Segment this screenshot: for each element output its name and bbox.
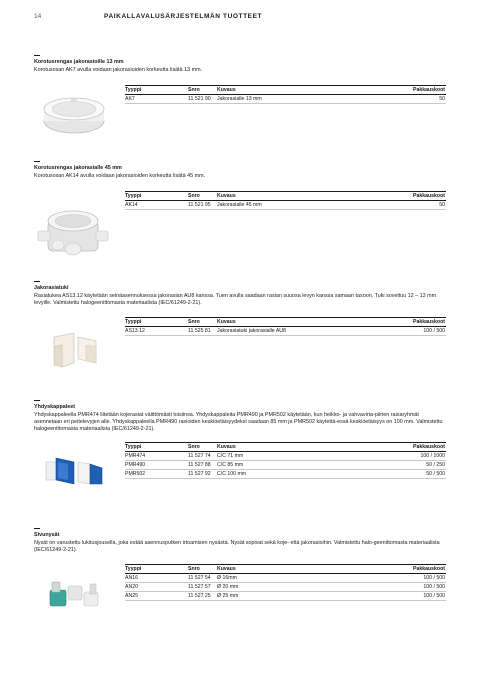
col-description: Kuvaus <box>217 86 367 95</box>
box-support-icon <box>34 327 114 378</box>
cell-sno: 11 527 74 <box>188 452 217 461</box>
cell-pack: 50 <box>367 95 446 104</box>
junction-box-icon <box>34 201 114 264</box>
col-description: Kuvaus <box>217 565 367 574</box>
col-sno: Snro <box>188 565 217 574</box>
cell-type: AK7 <box>125 95 188 104</box>
section-marker <box>34 281 40 282</box>
col-type: Tyyppi <box>125 86 188 95</box>
cell-description: Ø 20 mm <box>217 583 367 592</box>
cell-sno: 11 527 25 <box>188 592 217 601</box>
col-type: Tyyppi <box>125 565 188 574</box>
col-pack: Pakkauskoot <box>367 192 446 201</box>
cell-description: Jakorasialle 13 mm <box>217 95 367 104</box>
connector-pieces-icon <box>34 454 114 495</box>
col-pack: Pakkauskoot <box>367 443 446 452</box>
product-table <box>125 564 446 601</box>
cell-description: Jakorasialle 45 mm <box>217 201 367 210</box>
col-description: Kuvaus <box>217 318 367 327</box>
page-title: PAIKALLAVALUSÄRJESTELMÄN TUOTTEET <box>104 13 263 20</box>
section-marker <box>34 400 40 401</box>
col-pack: Pakkauskoot <box>367 86 446 95</box>
cell-pack: 100 / 500 <box>367 327 446 336</box>
section-ak7 <box>34 55 446 74</box>
cell-type: AN20 <box>125 583 188 592</box>
product-table <box>125 85 446 104</box>
cell-sno: 11 521 95 <box>188 201 217 210</box>
cell-description: Jakorasiatuki jakorasialle AU8 <box>217 327 367 336</box>
cell-pack: 50 <box>367 201 446 210</box>
table-row <box>125 592 446 601</box>
cell-sno: 11 527 92 <box>188 470 217 479</box>
side-nipple-icon <box>34 576 114 621</box>
cell-sno: 11 525 81 <box>188 327 217 336</box>
cell-type: AS13.12 <box>125 327 188 336</box>
cell-pack: 50 / 250 <box>367 461 446 470</box>
section-description: Nysät on varustettu lukitusjousella, joka estää asennusputken irtoamisen nysästä. Nysät sopivat sekä koje- että jakorasioihin. Valmistettu halo-geenittomasta materiaalista (IEC/61249-2-21). <box>34 539 440 553</box>
cell-pack: 100 / 1000 <box>367 452 446 461</box>
section-title: Sivunysät <box>34 532 60 538</box>
section-as13 <box>34 281 446 307</box>
section-title: Korotusrengas jakorasioille 13 mm <box>34 59 124 65</box>
cell-pack: 100 / 500 <box>367 592 446 601</box>
col-description: Kuvaus <box>217 443 367 452</box>
section-ak14 <box>34 161 446 180</box>
table-row <box>125 574 446 583</box>
section-title: Jakorasiatuki <box>34 285 69 291</box>
section-title: Korotusrengas jakorasialle 45 mm <box>34 165 122 171</box>
cell-description: C/C 71 mm <box>217 452 367 461</box>
section-marker <box>34 55 40 56</box>
product-table <box>125 317 446 336</box>
section-pmr <box>34 400 446 434</box>
cell-sno: 11 521 90 <box>188 95 217 104</box>
col-type: Tyyppi <box>125 192 188 201</box>
page-number: 14 <box>34 13 42 20</box>
section-description: Yhdyskappaleella PMR474 liitetään kojerasiat välittömästi toisiinsa. Yhdyskappaleita PMR490 ja PMR502 käytetään, kun heikko- ja vahvavirta-piirien rasiaryhmät asennetaan eri peitelevyjen alle. Yhdyskappaleella PMR490 rasioiden keskiöetäisyydeksi saadaan 85 mm ja PMR502 käytettä-essä keskiöetäisyys on 100 mm. Valmistettu halogeenittomasta materiaalista (IEC/61249-2-21). <box>34 411 443 433</box>
section-an <box>34 528 446 554</box>
table-row <box>125 201 446 210</box>
col-pack: Pakkauskoot <box>367 318 446 327</box>
cell-description: C/C 85 mm <box>217 461 367 470</box>
section-description: Korotusosan AK7 avulla voidaan jakorasioiden korkeutta lisätä 13 mm. <box>34 66 203 73</box>
table-row <box>125 327 446 336</box>
cell-pack: 50 / 500 <box>367 470 446 479</box>
cell-type: AN25 <box>125 592 188 601</box>
product-table <box>125 442 446 479</box>
cell-description: C/C 100 mm <box>217 470 367 479</box>
cell-type: AN16 <box>125 574 188 583</box>
col-sno: Snro <box>188 192 217 201</box>
col-description: Kuvaus <box>217 192 367 201</box>
section-marker <box>34 161 40 162</box>
cell-description: Ø 25 mm <box>217 592 367 601</box>
cell-description: Ø 16mm <box>217 574 367 583</box>
section-title: Yhdyskappaleet <box>34 404 76 410</box>
table-row <box>125 470 446 479</box>
cell-pack: 100 / 500 <box>367 574 446 583</box>
cell-sno: 11 527 88 <box>188 461 217 470</box>
table-row <box>125 452 446 461</box>
cell-type: PMR502 <box>125 470 188 479</box>
product-table <box>125 191 446 210</box>
cell-sno: 11 527 54 <box>188 574 217 583</box>
col-sno: Snro <box>188 86 217 95</box>
col-type: Tyyppi <box>125 318 188 327</box>
col-sno: Snro <box>188 443 217 452</box>
cell-type: AK14 <box>125 201 188 210</box>
page-header <box>34 13 262 23</box>
table-row <box>125 461 446 470</box>
section-marker <box>34 528 40 529</box>
cell-type: PMR474 <box>125 452 188 461</box>
col-sno: Snro <box>188 318 217 327</box>
ring-icon <box>34 95 114 142</box>
section-description: Korotusosan AK14 avulla voidaan jakorasioiden korkeutta lisätä 45 mm. <box>34 172 206 179</box>
table-row <box>125 583 446 592</box>
cell-sno: 11 527 57 <box>188 583 217 592</box>
cell-pack: 100 / 500 <box>367 583 446 592</box>
cell-type: PMR490 <box>125 461 188 470</box>
section-description: Rasiatukea AS13.12 käytetään seinäasennuksessa jakorasian AU8 kanssa. Tuen avulla saadaan rasian suuosa levyn kanssa samaan tasoon. Tuki soveltuu 12 – 13 mm levyille. Valmistettu halogeenittomasta materiaalista (IEC/61249-2-21). <box>34 292 437 306</box>
table-row <box>125 95 446 104</box>
col-pack: Pakkauskoot <box>367 565 446 574</box>
col-type: Tyyppi <box>125 443 188 452</box>
